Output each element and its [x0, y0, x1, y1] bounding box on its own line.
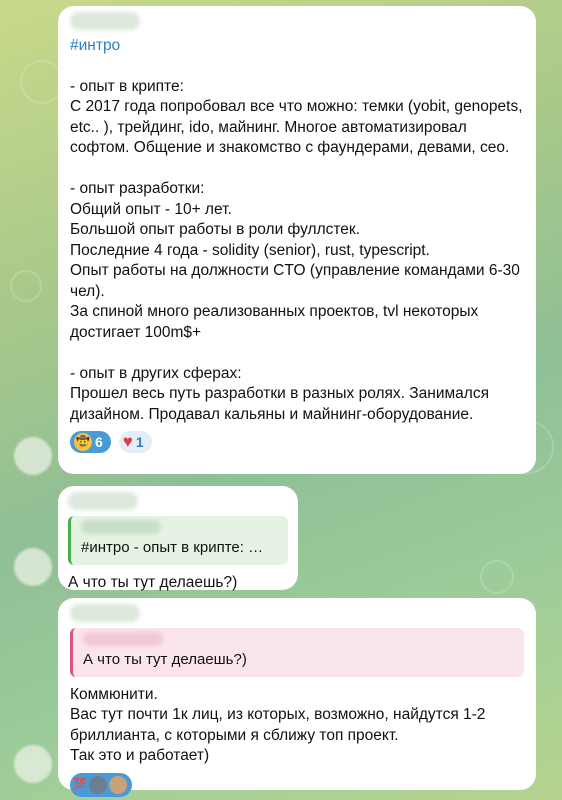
- message-text: Коммюнити. Вас тут почти 1к лиц, из которых, возможно, найдутся 1-2 бриллианта, с которыми я сближу топ проект. Так это и работает): [70, 685, 486, 764]
- red-heart-icon: ♥: [122, 432, 133, 451]
- reactor-avatar: [89, 776, 107, 794]
- quoted-sender-name: [83, 632, 163, 646]
- hundred-points-icon: 💯: [73, 778, 87, 791]
- reaction-count: 6: [95, 433, 103, 450]
- reply-quote[interactable]: [70, 628, 524, 677]
- background-doodle: [480, 560, 514, 594]
- message-bubble[interactable]: [58, 6, 536, 474]
- hashtag-link[interactable]: #интро: [70, 37, 121, 54]
- reply-quote-text: #интро - опыт в крипте: …: [81, 539, 264, 556]
- reaction-heart[interactable]: [119, 431, 152, 453]
- cowboy-face-icon: 🤠: [74, 433, 92, 451]
- message-bubble[interactable]: [58, 486, 298, 590]
- sender-name[interactable]: [68, 492, 138, 510]
- reactions-bar: [70, 773, 524, 797]
- background-doodle: [10, 270, 42, 302]
- message-text: - опыт в крипте: С 2017 года попробовал все что можно: темки (yobit, genopets, etc.. ), трейдинг, ido, майнинг. Многое автоматизировал софтом. Общение и знакомство с фаундерами, девами, сео. - опыт разработки: Общий опыт - 10+ лет. Большой опыт работы в роли фуллстек. Последние 4 года - solidity (senior), rust, typescript. Опыт работы на должности CTO (управление командами 6-30 чел). За спиной много реализованных проектов, tvl некоторых достигает 100m$+ - опыт в других сферах: Прошел весь путь разработки в разных ролях. Занимался дизайном. Продавал кальяны и майнинг-оборудование.: [70, 77, 523, 423]
- message-bubble[interactable]: [58, 598, 536, 790]
- reaction-hundred[interactable]: [70, 773, 132, 797]
- sender-avatar[interactable]: [14, 548, 52, 586]
- sender-name[interactable]: [70, 604, 140, 622]
- sender-name[interactable]: [70, 12, 140, 30]
- reactions-bar: [70, 431, 524, 453]
- reply-quote[interactable]: [68, 516, 288, 565]
- reaction-count: 1: [135, 433, 144, 450]
- reply-quote-text: А что ты тут делаешь?): [83, 651, 247, 668]
- sender-avatar[interactable]: [14, 437, 52, 475]
- message-text: А что ты тут делаешь?): [68, 573, 238, 591]
- reactor-avatar: [109, 776, 127, 794]
- quoted-sender-name: [81, 520, 161, 534]
- reaction-cowboy[interactable]: [70, 431, 111, 453]
- sender-avatar[interactable]: [14, 745, 52, 783]
